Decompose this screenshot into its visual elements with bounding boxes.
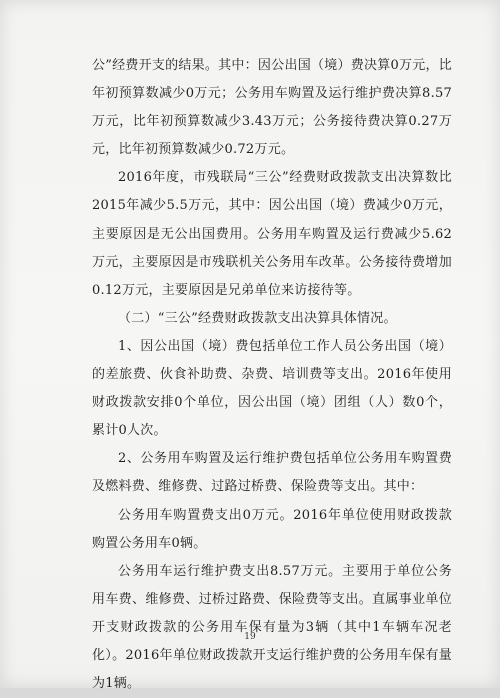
paragraph-7: 公务用车运行维护费支出8.57万元。主要用于单位公务用车费、维修费、过桥过路费、保险费等支出。直属事业单位开支财政拨款的公务用车保有量为3辆（其中1车辆车况老化）。2016年单位财政拨款开支运行维护费的公务用车保有量为1辆。 xyxy=(92,563,452,692)
paragraph-2: 2016年度，市残联局“三公”经费财政拨款支出决算数比2015年减少5.5万元，其中：因公出国（境）费减少0万元，主要原因是无公出国费用。公务用车购置及运行费减少5.62万元，主要原因是市残联机关公务用车改革。公务接待费增加0.12万元，主要原因是兄弟单位来访接待等。 xyxy=(92,170,452,298)
paragraph-3: （二）“三公”经费财政拨款支出决算具体情况。 xyxy=(118,310,397,326)
paragraph-4: 1、因公出国（境）费包括单位工作人员公务出国（境）的差旅费、伙食补助费、杂费、培训费等支出。2016年使用财政拨款安排0个单位，因公出国（境）团组（人）数0个，累计0人次。 xyxy=(92,338,452,439)
page-number: 19 xyxy=(244,632,256,642)
paragraph-5: 2、公务用车购置及运行维护费包括单位公务用车购置费及燃料费、维修费、过路过桥费、保险费等支出。其中： xyxy=(92,451,452,495)
paragraph-6: 公务用车购置费支出0万元。2016年单位使用财政拨款购置公务用车0辆。 xyxy=(92,507,452,551)
paragraph-1: 公”经费开支的结果。其中：因公出国（境）费决算0万元，比年初预算数减少0万元；公务用车购置及运行维护费决算8.57万元，比年初预算数减少3.43万元；公务接待费决算0.27万元，比年初预算数减少0.72万元。 xyxy=(92,58,452,158)
document-body xyxy=(92,52,452,698)
